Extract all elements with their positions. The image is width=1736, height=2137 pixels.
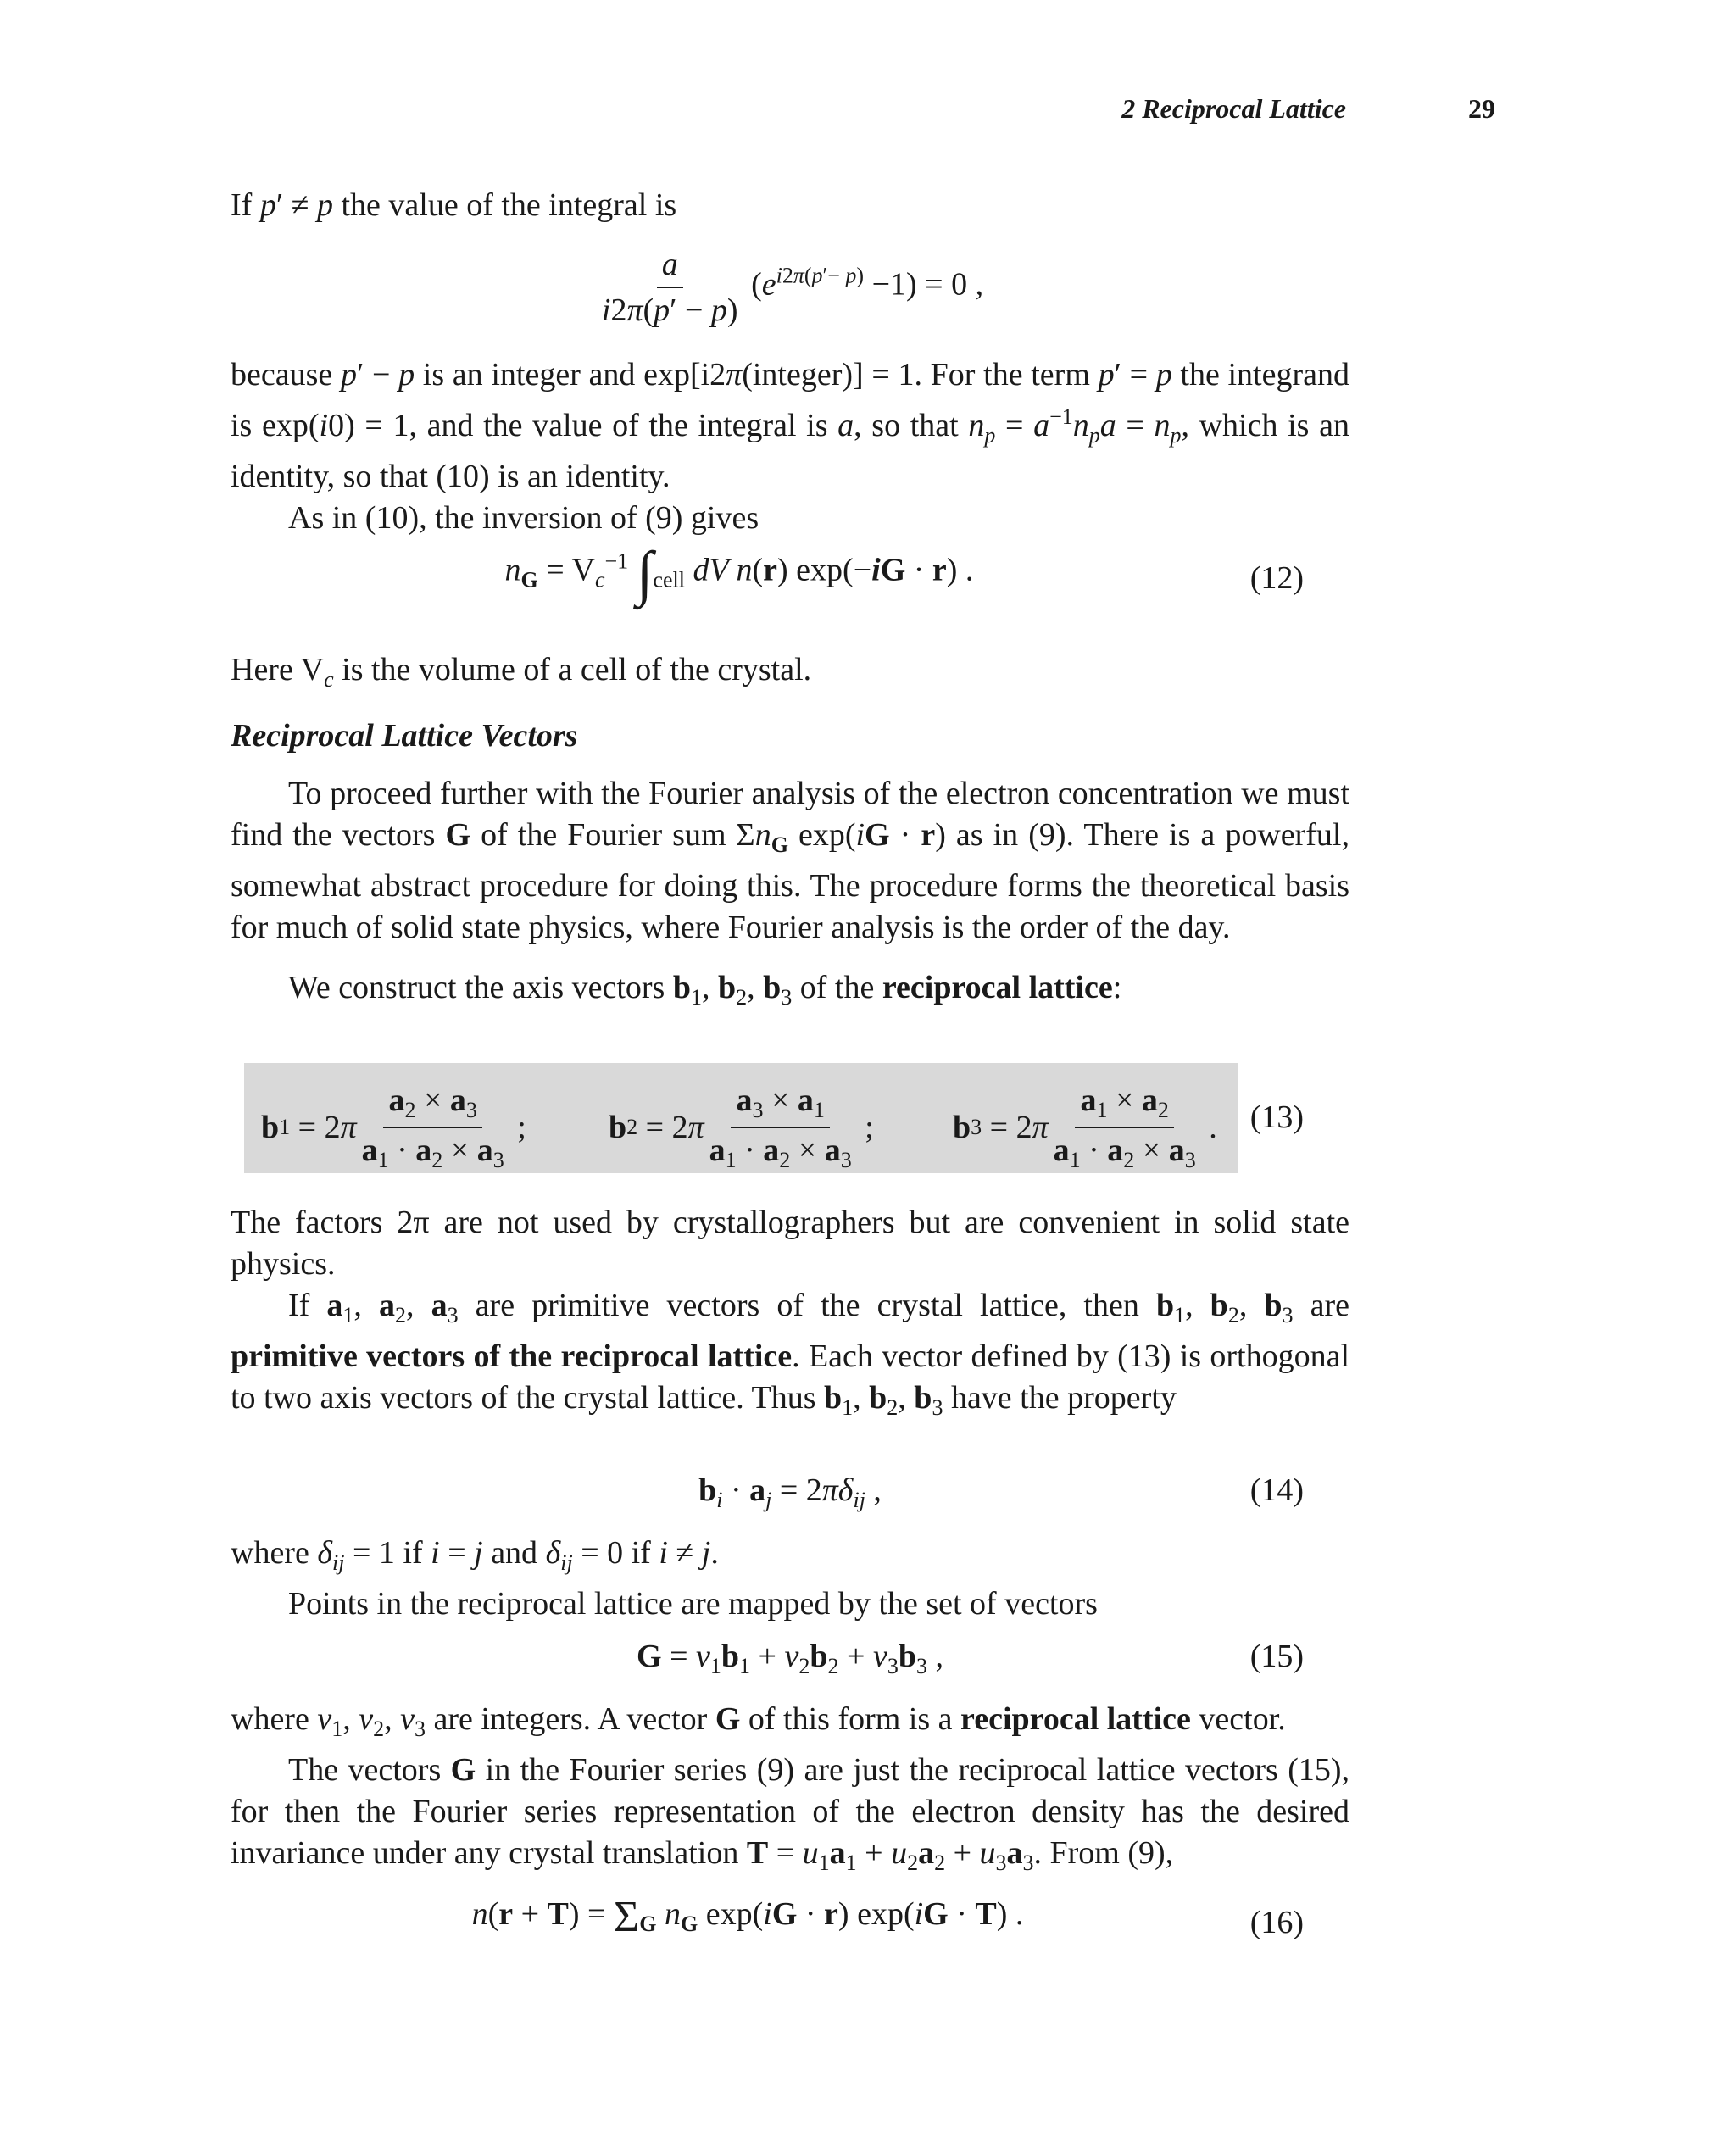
paragraph-points: Points in the reciprocal lattice are mapped by the set of vectors [288, 1586, 1098, 1622]
equation-16: $n(r + T) = \Sigma_G$ $n_G$ exp(iG · r) exp(iG · T) . (16) [471, 1893, 1304, 1941]
paragraph-proceed: To proceed further with the Fourier analysis of the electron concentration we must find the vectors G of the Fourier sum $\Sigma n_G$ exp(iG · r) as in (9). There is a powerful, somewhat abstract procedure for doing this. The procedure forms the theoretical basis for much of solid state physics, where Fourier analysis is the order of the day. We construct the axis vectors $b_1$, $b_2$, $b_3$ of the reciprocal lattice: [231, 776, 1349, 1010]
paragraph-integers: where $v_1$, $v_2$, $v_3$ are integers. A vector G of this form is a reciprocal lattice vector. The vectors G in the Fourier series (9) are just the reciprocal lattice vectors (15), for then the Fourier series representation of the electron density has the desired invariance under any crystal translation $T = u_1a_1 + u_2a_2 + u_3a_3$. From (9), [231, 1701, 1349, 1875]
paragraph-delta: where $\delta_{ij} = 1$ if i = j and $\delta_{ij} = 0$ if i ≠ j. Points in the reciprocal lattice are mapped by the set of vectors [231, 1533, 1349, 1625]
equation-number-14: (14) [1249, 1472, 1304, 1508]
equation-13-box: b 1 = 2 π $\frac{a_2 \times a_3}{a_1 \cdot a_2 \times a_3}$ ; b 2 = 2 π $\frac{a_3 \times a_1}{a_1 \cdot a_2 \times a_3}$ ; b 3 = 2 π $\frac{a_1 \times a_2}{a_1 \cdot a_2 \times a_3}$ . [244, 1063, 1238, 1173]
chapter-title: 2 Reciprocal Lattice [1121, 93, 1346, 124]
paragraph-factors-text: The factors 2π are not used by crystallographers but are convenient in solid state physics. [231, 1205, 1349, 1282]
paragraph-volume: Here $V_c$ is the volume of a cell of the crystal. [231, 652, 812, 692]
equation-number-16: (16) [1249, 1905, 1304, 1940]
equation-number-15: (15) [1249, 1639, 1304, 1674]
paragraph-because: because p′ − p is an integer and exp[i2π(integer)] = 1. For the term p′ = p the integrand is exp(i0) = 1, and the value of the integral is a, so that $n_p = a^{-1}n_pa = n_p$, which is an identity, so that (10) is an identity. As in (10), the inversion of (9) gives [231, 357, 1349, 536]
section-heading: Reciprocal Lattice Vectors [231, 718, 578, 754]
page-number: 29 [1468, 93, 1495, 124]
equation-14: $b_i \cdot a_j = 2\pi\delta_{ij}$ , (14) [698, 1472, 1304, 1512]
equation-12: $n_G = V_c^{-1}$ $\int_{cell}$ dV n(r) exp(−iG · r) . (12) [504, 539, 1304, 607]
paragraph-factors: The factors 2π are not used by crystallographers but are convenient in solid state physics. If $a_1$, $a_2$, $a_3$ are primitive vectors of the crystal lattice, then $b_1$, $b_2$, $b_3$ are primitive vectors of the reciprocal lattice. Each vector defined by (13) is orthogonal to two axis vectors of the crystal lattice. Thus $b_1$, $b_2$, $b_3$ have the property [231, 1202, 1349, 1428]
running-header [0, 93, 1736, 136]
paragraph-intro: If p′ ≠ p the value of the integral is [231, 187, 677, 223]
equation-integral-value: $\frac{a}{i2\pi(p' - p)}$ $(e^{i2\pi(p'- p)} -1) = 0$ , [601, 247, 984, 328]
equation-number-12: (12) [1249, 560, 1304, 596]
equation-15: $G = v_1b_1 + v_2b_2 + v_3b_3$ , (15) [637, 1639, 1304, 1678]
equation-number-13: (13) [1249, 1099, 1304, 1135]
